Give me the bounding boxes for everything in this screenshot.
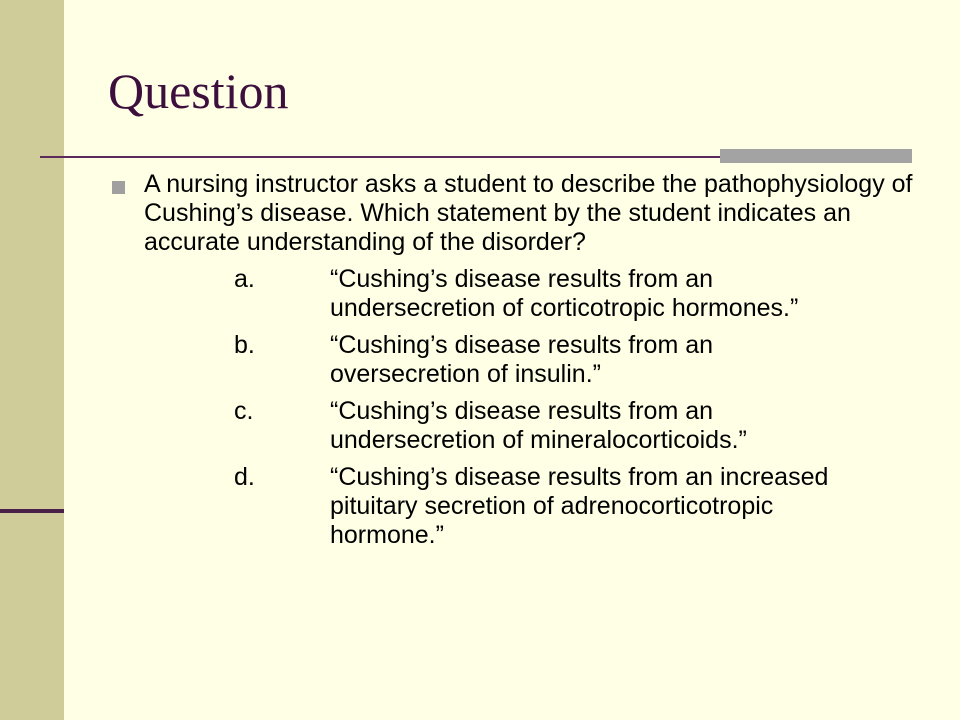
option-a <box>234 265 942 323</box>
slide-body <box>112 170 942 558</box>
option-text: “Cushing’s disease results from an undersecretion of mineralocorticoids.” <box>330 397 747 454</box>
option-letter: b. <box>234 331 255 359</box>
option-text: “Cushing’s disease results from an oversecretion of insulin.” <box>330 331 714 388</box>
option-letter: a. <box>234 265 255 293</box>
option-letter: c. <box>234 397 254 425</box>
question-text: A nursing instructor asks a student to describe the pathophysiology of Cushing’s disease. Which statement by the student indicates an accurate understanding of the disorder? <box>144 170 913 256</box>
answer-options <box>144 265 942 550</box>
bullet-square-icon <box>112 181 125 194</box>
question-bullet <box>112 170 942 550</box>
option-b <box>234 331 942 389</box>
left-decorative-band <box>0 0 64 720</box>
option-text: “Cushing’s disease results from an increased pituitary secretion of adrenocorticotropic hormone.” <box>330 463 829 549</box>
option-letter: d. <box>234 463 255 491</box>
left-accent-bar <box>0 509 64 513</box>
slide-title: Question <box>108 63 289 119</box>
option-c <box>234 397 942 455</box>
title-divider-bar <box>720 149 912 163</box>
option-text: “Cushing’s disease results from an undersecretion of corticotropic hormones.” <box>330 265 799 322</box>
option-d <box>234 463 942 550</box>
